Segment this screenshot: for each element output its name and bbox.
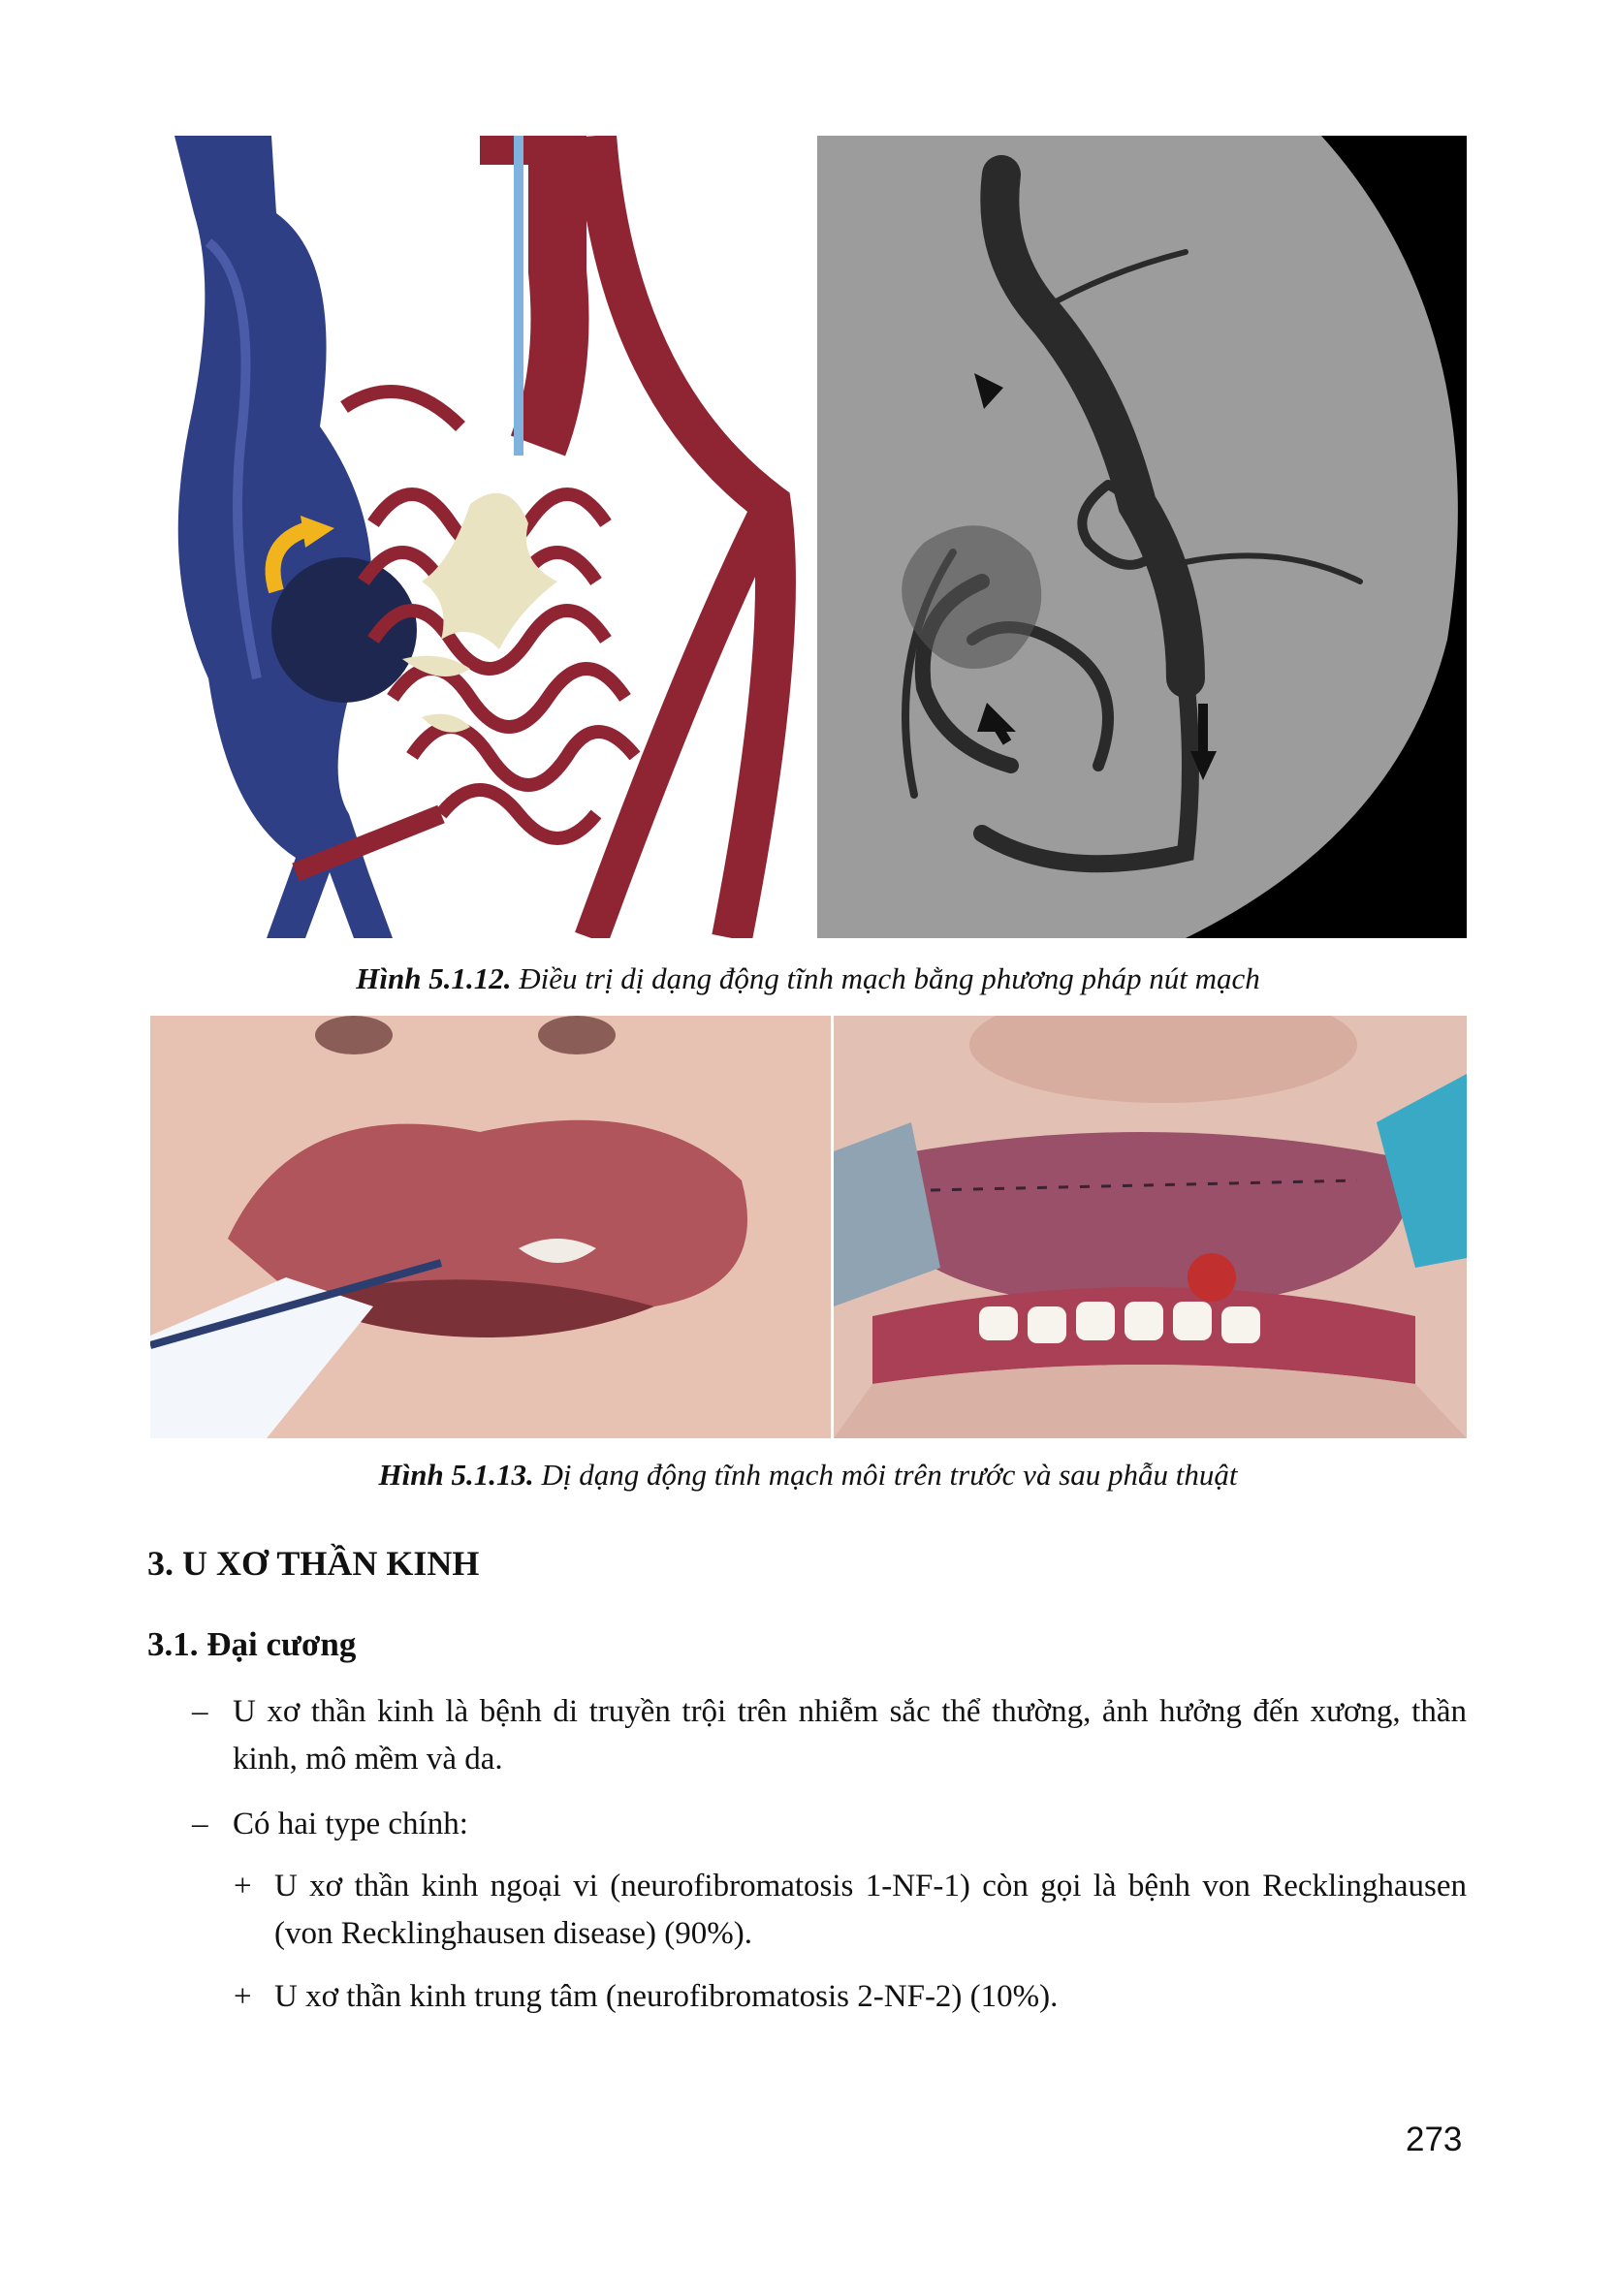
plus-bullet: +: [234, 1869, 252, 1903]
caption-label: Hình 5.1.12.: [356, 961, 512, 995]
list-item-text: U xơ thần kinh trung tâm (neurofibromatosis 2-NF-2) (10%).: [274, 1979, 1059, 2014]
lip-after-surgery-photo-icon: [834, 1016, 1467, 1438]
figure-caption: [0, 1458, 1616, 1493]
list-item: [192, 1801, 1467, 1848]
dash-bullet: –: [192, 1694, 208, 1729]
lip-after-photo: [834, 1016, 1467, 1438]
list-item: [234, 1973, 1467, 2021]
lip-before-surgery-photo-icon: [150, 1016, 831, 1438]
figure-caption: [0, 961, 1616, 996]
lip-before-photo: [150, 1016, 831, 1438]
list-item: [234, 1863, 1467, 1958]
caption-label: Hình 5.1.13.: [378, 1458, 534, 1492]
list-item: [192, 1688, 1467, 1783]
dash-bullet: –: [192, 1807, 208, 1841]
list-item-text: U xơ thần kinh là bệnh di truyền trội trên nhiễm sắc thể thường, ảnh hưởng đến xương, thần kinh, mô mềm và da.: [233, 1694, 1467, 1777]
angiogram-image: [817, 136, 1467, 938]
list-item-text: Có hai type chính:: [233, 1807, 468, 1841]
plus-bullet: +: [234, 1979, 252, 2014]
avm-illustration-image: [150, 136, 805, 938]
subsection-heading: 3.1. Đại cương: [147, 1625, 357, 1663]
angiogram-xray-image-icon: [817, 136, 1467, 938]
caption-text: Điều trị dị dạng động tĩnh mạch bằng phương pháp nút mạch: [511, 961, 1260, 995]
page-number: 273: [1406, 2121, 1463, 2158]
section-heading: 3. U XƠ THẦN KINH: [147, 1544, 480, 1583]
avm-embolization-illustration-icon: [150, 136, 805, 938]
list-item-text: U xơ thần kinh ngoại vi (neurofibromatosis 1-NF-1) còn gọi là bệnh von Recklinghausen (von Recklinghausen disease) (90%).: [274, 1869, 1467, 1951]
caption-text: Dị dạng động tĩnh mạch môi trên trước và sau phẫu thuật: [533, 1458, 1238, 1492]
